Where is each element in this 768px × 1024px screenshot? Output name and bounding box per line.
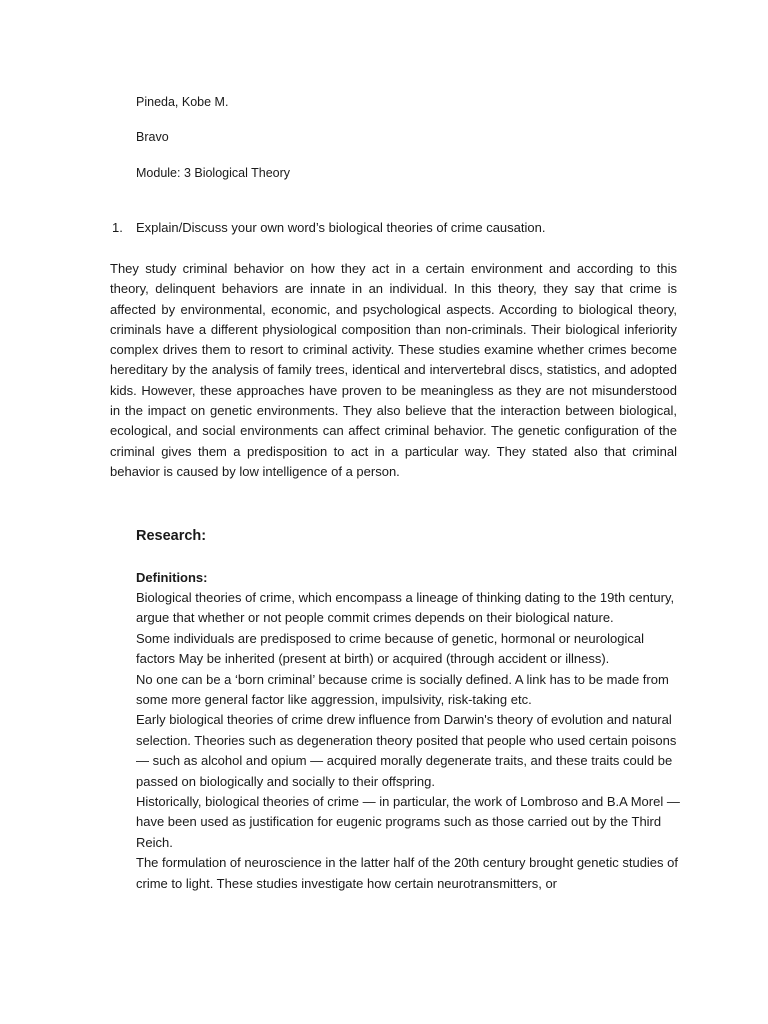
research-heading: Research: (136, 528, 207, 544)
question-number: 1. (112, 220, 123, 235)
definitions-heading: Definitions: (136, 570, 208, 585)
definition-paragraph: No one can be a ‘born criminal’ because crime is socially defined. A link has to be made from some more general factor like aggression, impulsivity, risk-taking etc. (136, 671, 669, 708)
definition-paragraph: The formulation of neuroscience in the latter half of the 20th century brought genetic studies of crime to light. These studies investigate how certain neurotransmitters, or (136, 855, 678, 891)
module-title: Module: 3 Biological Theory (136, 166, 291, 180)
section-name: Bravo (136, 130, 169, 144)
definition-paragraph: Historically, biological theories of crime — in particular, the work of Lombroso and B.A Morel — have been used as justification for eugenic programs such as those carried out by the Third Reich. (136, 794, 680, 850)
answer-paragraph: They study criminal behavior on how they act in a certain environment and according to this theory, delinquent behaviors are innate in an individual. In this theory, they say that crime is affected by environmental, economic, and psychological aspects. According to biological theory, criminals have a different physiological composition than non-criminals. Their biological inferiority complex drives them to resort to criminal activity. These studies examine whether crimes become hereditary by the analysis of family trees, identical and intervertebral discs, statistics, and adopted kids. However, these approaches have proven to be meaningless as they are not misunderstood in the impact on genetic environments. They also believe that the interaction between biological, ecological, and social environments can affect criminal behavior. The genetic configuration of the criminal gives them a predisposition to act in a particular way. They stated also that criminal behavior is caused by low intelligence of a person. (110, 261, 677, 479)
definition-paragraph: Some individuals are predisposed to crime because of genetic, hormonal or neurological factors May be inherited (present at birth) or acquired (through accident or illness). (136, 630, 645, 667)
question-text: Explain/Discuss your own word’s biological theories of crime causation. (136, 220, 546, 235)
definitions-body (136, 588, 682, 894)
definition-paragraph: Early biological theories of crime drew influence from Darwin's theory of evolution and natural selection. Theories such as degeneration theory posited that people who used certain poisons — such as alcohol and opium — acquired morally degenerate traits, and these traits could be passed on biologically and socially to their offspring. (136, 712, 677, 789)
student-name: Pineda, Kobe M. (136, 95, 229, 109)
definition-paragraph: Biological theories of crime, which encompass a lineage of thinking dating to the 19th century, argue that whether or not people commit crimes depends on their biological nature. (136, 590, 675, 626)
